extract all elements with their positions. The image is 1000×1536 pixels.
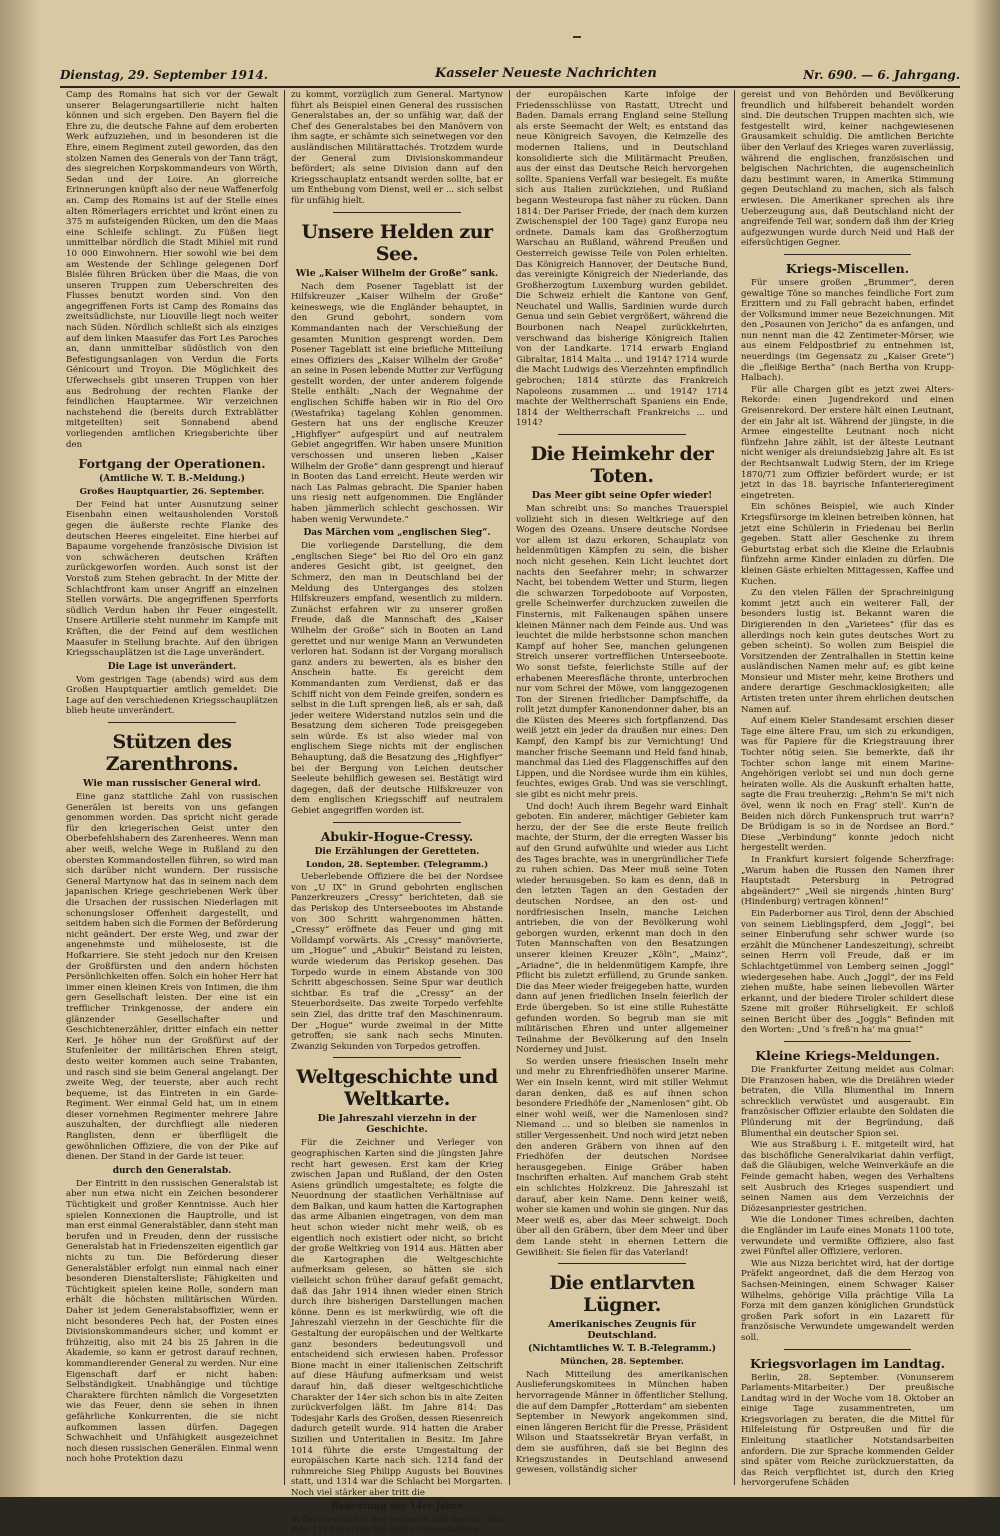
article-paragraph: Wie aus Nizza berichtet wird, hat der dortige Präfekt angeordnet, daß die dem Herzog von Sachsen-Meiningen, einem Schwager Kaiser Wilhelms, gehörige Villa prächtige Villa La Forza mit dem ganzen königlichen Grundstück großen Park sofort in ein Lazarett für französische Verwundete umgewandelt werden soll. [741, 1258, 954, 1343]
subhead-generalstab: durch den Generalstab. [112, 1165, 232, 1176]
article-paragraph: gereist und von Behörden und Bevölkerung freundlich und hilfsbereit behandelt worden sind. Die deutschen Truppen machten sich, wie festgestellt wird, keiner nachgewiesenen Grausamkeit schuldig. Die amtlichen Berichte über den Verlauf des Krieges waren zuverlässig, während die englischen, französischen und belgischen Nachrichten, die augenscheinlich dazu bestimmt waren, in Amerika Stimmung gegen Deutschland zu machen, sich als falsch erwiesen. Die Amerikaner sprechen als ihre Ueberzeugung aus, daß Deutschland nicht der angreifende Teil war, sondern daß ihm der Krieg aufgezwungen wurde durch Neid und Haß der eifersüchtigen Gegner. [741, 90, 954, 249]
page-edge-shadow [972, 0, 1000, 1497]
article-paragraph: Zu den vielen Fällen der Sprachreinigung kommt jetzt auch ein weiterer Fall, der besonders lustig ist. Bekannt waren die Dirigierenden in den „Varietees“ (für das es allerdings noch kein gutes deutsches Wort zu geben scheint). So wollen zum Beispiel die Vorsitzenden der Zentralhallen in Stettin keine ausländischen Namen mehr auf; es gibt keine Monsieur und Mister mehr, keine Brothers und andere derartige Geschmacklosigkeiten; alle Artisten treten unter ihrem ehrlichen deutschen Namen auf. [741, 588, 954, 715]
masthead-title: Kasseler Neueste Nachrichten [435, 66, 657, 81]
article-paragraph: Wie die Londoner Times schreiben, dachten die Engländer im Laufe eines Monats 1100 tote, verwundete und vermißte Offiziere, also fast zwei Fünftel aller Offiziere, verloren. [741, 1215, 954, 1258]
headline-operations: Fortgang der Operationen. [78, 456, 266, 472]
divider [558, 434, 685, 435]
article-paragraph: Auf einem Kieler Standesamt erschien dieser Tage eine ältere Frau, um sich zu erkundigen, was für Papiere für die Kriegstrauung ihrer Tochter nötig seien. Sie bemerkte, daß ihr Tochter schon lange mit einem Marine-Angehörigen verlobt sei und nun doch gerne heiraten wolle. Als die Auskunft erhalten hatte, sagte die Frau treuherzig: „Rehm'n Se mi't nich övel, wenn ik noch en Frag' stell'. Kun'n de Beiden nich dörch Funkenspruch trut warr'n? De Brüdigam is so in de Nordsee an Bord.“ Diese „Verbindung“ konnte jedoch nicht hergestellt werden. [741, 716, 954, 854]
article-paragraph: Für alle Chargen gibt es jetzt zwei Alters-Rekorde: einen Jugendrekord und einen Greisenrekord. Der erstere hält einen Leutnant, der ein Jahr alt ist. Während der jüngste, in die Armee eingestellte Leutnant noch nicht fünfzehn Jahre zählt, ist der älteste Leutnant nicht weniger als dreiundsiebzig Jahre alt. Es ist der Rechtsanwalt Ludwig Stern, der im Kriege 1870/71 zum Offizier befördert wurde; er ist jetzt in das 18. bayrische Infanterieregiment eingetreten. [741, 384, 954, 501]
divider [784, 1041, 912, 1042]
headline-luegner: Die entlarvten Lügner. [549, 1272, 695, 1317]
masthead-issue: Nr. 690. — 6. Jahrgang. [803, 68, 960, 82]
divider [333, 822, 460, 823]
subhead-telegramm: (Nichtamtliches W. T. B.-Telegramm.) [528, 1344, 716, 1355]
divider [333, 212, 460, 213]
headline-kleine-meldungen: Kleine Kriegs-Meldungen. [755, 1048, 940, 1064]
article-paragraph: Nach dem Posener Tageblatt ist der Hilfskreuzer „Kaiser Wilhelm der Große“ keineswegs, wie die Engländer behauptet, in den Grund gebohrt, sondern vom Kommandanten nach der Verschießung der gesamten Munition gesprengt worden. Dem Posener Tageblatt ist eine briefliche Mitteilung eines Offiziers des „Kaiser Wilhelm der Große“ an seine in Posen lebende Mutter zur Verfügung gestellt worden, der unter anderem folgende Stelle enthält: „Nach der Wegnahme der englischen Schiffe haben wir in Rio del Oro (Westafrika) tagelang Kohlen genommen. Gestern hat uns der englische Kreuzer „Highflyer“ aufgespürt und auf neutralem Gebiet angegriffen. Wir haben unsere Munition verschossen und unseren lieben „Kaiser Wilhelm der Große“ dann gesprengt und hierauf in Booten das Land erreicht. Heute werden wir nach Las Palmas gebracht. Die Spanier haben uns riesig nett aufgenommen. Die Engländer haben jämmerlich schlecht geschossen. Wir haben wenig Verwundete.“ [291, 281, 503, 525]
dateline: Großes Hauptquartier, 26. September. [79, 487, 265, 498]
dateline: London, 28. September. (Telegramm.) [305, 859, 489, 870]
article-paragraph: Man schreibt uns: So manches Trauerspiel vollzieht sich in diesen Weltkriege auf den Wogen des Ozeans. Unsere deutsche Nordsee vor allem ist dazu erkoren, Schauplatz von heldenmütigen Kämpfen zu sein, die bisher noch nicht gesehen. Kein Licht leuchtet dort nachts den Seefahrer mehr; in schwarzer Nacht, bei tobendem Wetter und Sturm, liegen die schwarzen Torpedoboote auf Vorposten, grelle Scheinwerfer durchzucken zuweilen die Finsternis, mit Falkenaugen spähen unsere kleinen Männer nach dem Feinde aus. Und was leuchtet die milde herbstsonne schon manchen Kampf auf hoher See, manchen gelungenen Streich unserer vortrefflichen Unterseeboote. Wo sonst tiefste, feierlichste Stille auf der erhabenen Meeresfläche thronte, unterbrochen nur vom Schrei der Möwe, vom langgezogenen Ton der Sirenen friedlicher Dampfschiffe, da rollt jetzt dumpfer Kanonendonner daher, bis an die Küsten des Meeres sich fortpflanzend. Das weiß jetzt ein jeder da draußen nur eines: Den Kampf, den Kampf bis zur Vernichtung! Und mancher frische Seemann und Held fand hinab, manchmal das Lied des Flaggenschiffes auf den Lippen, und die Nordsee wurde ihm ein kühles, feuchtes, ewiges Grab. Und was sie verschlingt, sie gibt es nicht mehr preis. [516, 504, 728, 801]
headline-heimkehr: Die Heimkehr der Toten. [530, 443, 714, 487]
divider [784, 1349, 912, 1350]
article-paragraph: Wie aus Straßburg i. E. mitgeteilt wird, hat das bischöfliche Generalvikariat dahin verfügt, daß die Gläubigen, welche Weinverkäufe an die Feinde gemacht haben, wegen des Verhaltens seit Ausbruch des Krieges suspendiert und seinen Namen aus dem Verzeichnis der Diözesanpriester gestrichen. [741, 1140, 954, 1214]
article-paragraph: Die Frankfurter Zeitung meldet aus Colmar: Die Franzosen haben, wie die Dreiähren wieder betraten, die Villa Blumenthal im Innern schrecklich verwüstet und ausgeraubt. Ein französischer Offizier erlaubte den Soldaten die Plünderung mit der Begründung, daß Blumenthal ein deutscher Spion sei. [741, 1065, 954, 1139]
subhead-erzaehlungen: Die Erzählungen der Geretteten. [314, 846, 480, 857]
article-paragraph: Ein Paderborner aus Tirol, denn der Abschied von seinem Lieblingspferd, dem „Joggl“, bei seiner Einberufung sehr schwer wurde (so erzählt die Münchener Landeszeitung), schreibt seinen Herrn voll Freude, daß er im Schlachtgetümmel von Lemberg seinen „Joggl“ wiedergesehen habe. Auch „Joggl“, der ins Feld ziehen mußte, habe seinen liebevollen Wärter erkannt, und der biedere Tiroler schildert diese Szene mit großer Rührseligkeit. Er schloß seinen Bericht über des „Joggls“ Befinden mit den Worten: „Und ’s freß’n ha’ ma gnua!“ [741, 908, 954, 1036]
subhead-general: Wie man russischer General wird. [82, 778, 262, 790]
subhead-amerikanisch: Amerikanisches Zeugnis für Deutschland. [548, 1319, 696, 1342]
article-paragraph: Ueberlebende Offiziere die bei der Nordsee von „U IX“ in Grund gebohrten englischen Panzerkreuzers „Cressy“ berichteten, daß sie das Periskop des Unterseebootes im Abstande von 300 Schritt wahrgenommen hätten. „Cressy“ eröffnete das Feuer und ging mit Volldampf vorwärts. Als „Cressy“ manövrierte, um „Hogue“ und „Abukir“ Beistand zu leisten, wurde wiederum das Periskop gesehen. Das Torpedo wurde in einem Abstande von 300 Schritt abgeschossen. Seine Spur war deutlich sichtbar. Es traf die „Cressy“ an der Steuerbordseite. Das zweite Torpedo verfehlte sein Ziel, das dritte traf den Maschinenraum. Der „Hogue“ wurde zweimal in der Mitte getroffen; sie sank nach sechs Minuten. Zwanzig Sekunden von Torpedos getroffen. [291, 872, 503, 1052]
divider [108, 722, 235, 723]
article-paragraph: Ein schönes Beispiel, wie auch Kinder Kriegsfürsorge im kleinen betreiben können, hat jetzt eine Schülerin in Friedenau bei Berlin gegeben. Statt aller Geschenke zu ihrem Geburtstag erbat sich die Kleine die Erlaubnis fünfzehn arme Kinder einladen zu dürfen. Die kleinen Gäste erhielten Mittagessen, Kaffee und Kuchen. [741, 502, 954, 587]
headline-miscellen: Kriegs-Miscellen. [785, 260, 910, 276]
column-3 [510, 90, 735, 1485]
article-paragraph: Camp des Romains hat sich vor der Gewalt unserer Belagerungsartillerie nicht halten können und sich ergeben. Den Bayern fiel die Ehre zu, die deutsche Fahne auf dem eroberten Werk aufzuziehen, und in besonderen ist die Ehre, einem Regiment zuteil geworden, das den stolzen Namen des Generals von der Tann trägt, des siegreichen Korpskommandeurs von Wörth, Sedan und der Loire. An glorreiche Erinnerungen knüpft also der neue Waffenerfolg an. Camp des Romains ist auf der Stelle eines alten Römerlagers errichtet und krönt einen zu 375 m aufsteigenden Rücken, um den die Maas eine Schleife schlingt. Zu Füßen liegt unmittelbar nördlich die Stadt Mihiel mit rund 10 000 Einwohnern. Hier sowohl wie bei dem am Westende der Schlinge gelegenen Dorf Bislée führen Brücken über die Maas, die von unseren Truppen zum Ueberschreiten des Flusses benutzt worden sind. Von den angegriffenen Forts ist Camp des Romains das zweitsüdlichste, nur Liouville liegt noch weiter nach Süden. Nördlich schließt sich als einziges auf dem linken Maasufer das Fort Les Paroches an, dann unmittelbar südöstlich von den Befestigungsanlagen von Verdun die Forts Génicourt und Troyon. Die Möglichkeit des Uferwechsels gibt unseren Truppen von hier aus Bedrohung der rechten Flanke der feindlichen Hauptarmee. Wir verzeichnen nachstehend die (bereits durch Extrablätter mitgeteilten) seit Sonnabend abend vorliegenden amtlichen Kriegsberichte über den [66, 90, 278, 450]
article-paragraph: Der Eintritt in den russischen Generalstab ist aber nun etwa nicht ein Zeichen besonderer Tüchtigkeit und großer Kenntnisse. Auch hier spielen Konnexionen die Hauptrolle, und ist man erst einmal Generalstäbler, dann steht man berufen und in Freuden, denn der russische Generalstab hat in Friedenszeiten eigentlich gar nichts zu tun. Die Beförderung dieser Generalstäbler erfolgt nun einmal nach einer besonderen Dienstaltersliste; Fähigkeiten und Tüchtigkeit spielen keine Rolle, sondern man erhält die höchsten militärischen Würden. Daher ist jedem Generalstabsoffizier, wenn er nicht besonderes Pech hat, der Posten eines Divisionskommandeurs sicher, und kommt er frühzeitig, also mit 24 bis 25 Jahren in die Akademie, so kann er getrost darauf rechnen, kommandierender General zu werden. Nur eine Eigenschaft darf er nicht haben: Selbständigkeit. Unabhängige und tüchtige Charaktere fürchten nämlich die Vorgesetzten wie das Feuer, denn sie sehen in ihnen gefährliche Konkurrenten, die sie nicht aufkommen lassen dürfen. Dagegen Schwachheit und Unfähigkeit ausgezeichnet noch diesen russischen Generälen. Einmal wenn noch hohe Protektion dazu [66, 1178, 278, 1465]
divider [784, 254, 912, 255]
article-paragraph: Vom gestrigen Tage (abends) wird aus dem Großen Hauptquartier amtlich gemeldet: Die Lage auf den verschiedenen Kriegsschauplätzen blieb heute unverändert. [66, 674, 278, 717]
subhead-official: (Amtliche W. T. B.-Meldung.) [98, 474, 246, 485]
dateline: München, 28. September. [560, 1357, 684, 1368]
headline-weltgeschichte: Weltgeschichte und Weltkarte. [296, 1066, 498, 1111]
article-columns [60, 90, 960, 1536]
article-paragraph: Nach Mitteilung des amerikanischen Auslieferungskomitees in München haben hervorragende Männer in öffentlicher Stellung, die auf dem Dampfer „Rotterdam“ am siebenten September in Newyork angekommen sind, einen längeren Bericht für die Presse, Präsident Wilson und Staatssekretär Bryan verfaßt, in dem sie ausführen, daß sie bei Beginn des Kriegszustandes in Deutschland anwesend gewesen, vollständig sicher [516, 1369, 728, 1476]
subhead-bedeutung: Bedeutung der 14er Jahre [331, 1501, 463, 1512]
subhead-jahreszahl: Die Jahreszahl vierzehn in der Geschichte. [317, 1113, 477, 1136]
headline-zarenthron: Stützen des Zarenthrons. [105, 731, 239, 776]
article-paragraph: in der Geschichte der neuesten Zeit hervor. Das Jahr 1714 brachte die große Umgestaltung [291, 1514, 503, 1536]
article-paragraph: Und doch! Auch ihrem Begehr ward Einhalt geboten. Ein anderer, mächtiger Gebieter kam herzu, der der See die erste Beute freilich machte, der Sturm, der die erregten Wasser bis auf den Grund aufwühlte und wieder aus Licht des Tages brachte, was in unergründlicher Tiefe zu ruhen schien. Das Meer muß seine Toten wieder herausgeben. So kam es denn, daß in den letzten Tagen an den Gestaden der deutschen Nordsee, an den ost- und nordfriesischen Inseln, manche Leichen antrieben, die von der Bevölkerung wohl geborgen wurden, erkennt man doch in den Toten Mannschaften von den Besatzungen unserer kleinen Kreuzer „Köln“, „Mainz“, „Ariadne“, die in heldenmütigem Kampfe, ihre Pflicht bis zuletzt erfüllend, zu Grunde sanken. Die das Meer wieder freigegeben hatte, wurden dann auf jenen friedlichen Inseln feierlich der Erde übergeben. So ist eine stille Ruhestätte gefunden worden. So begrub man sie mit militärischen Ehren und unter allgemeiner Teilnahme der Bevölkerung auf den Inseln Norderney und Juist. [516, 801, 728, 1056]
article-paragraph: Die vorliegende Darstellung, die dem „englischen Siege“ bei Rio del Oro ein ganz anderes Gesicht gibt, ist geeignet, den Schmerz, den man in Deutschland bei der Meldung des Unterganges des stolzen Hilfskreuzers empfand, wesentlich zu mildern. Zunächst erfahren wir zu unserer großen Freude, daß die Mannschaft des „Kaiser Wilhelm der Große“ sich in Booten an Land gerettet und nur wenige Mann an Verwundeten verloren hat. Sodann ist der Vorgang moralisch ganz anders zu bewerten, als es bisher den Anschein hatte. Es gereicht dem Kommandanten zum Verdienst, daß er das Schiff nicht von dem Feinde greifen, sondern es selbst in die Luft sprengen ließ, als er sah, daß jeder weitere Widerstand nutzlos sein und die Besatzung dem sicheren Tode preisgegeben sein würde. Es ist also wieder mal von englischem Siege nichts mit der englischen Behauptung, daß die Besatzung des „Highflyer“ bei der Bergung von Leichen deutscher Seeleute behilflich gewesen sei. Bestätigt wird dagegen, daß der deutsche Hilfskreuzer von dem englischen Kriegsschiff auf neutralem Gebiet angegriffen worden ist. [291, 541, 503, 817]
headline-kriegsvorlagen: Kriegsvorlagen im Landtag. [749, 1355, 946, 1371]
subhead-maerchen: Das Märchen vom „englischen Sieg“. [303, 528, 491, 539]
divider [333, 1057, 460, 1058]
subhead-meer: Das Meer gibt seine Opfer wieder! [531, 490, 713, 501]
print-mark [573, 36, 581, 38]
article-paragraph: Eine ganz stattliche Zahl von russischen Generälen ist bereits von uns gefangen genommen worden. Das spricht nicht gerade für den kriegerischen Geist unter den Oberbefehlshabern des Zarenheeres. Wenn man aber weiß, welche Wege in Rußland zu den obersten Kommandostellen führen, so wird man sich darüber nicht wundern. Der russische General Martynow hat das in seinem nach dem japanischen Kriege geschriebenen Werk über die Ursachen der russischen Niederlagen mit schonungsloser Offenheit dargestellt, und seitdem haben sich die Formen der Beförderung nicht geändert. Der erste Weg, und zwar der angenehmste und müheloseste, ist die Hofkarriere. Sie steht jedoch nur den Kreisen der Großfürsten und den andern höchsten Persönlichkeiten offen. Solch ein hoher Herr hat immer einen kleinen Kreis von Intimen, die ihm gern Gesellschaft leisten. Der eine ist ein trefflicher Trinkgenosse, der andere ein glänzender Gesellschafter und Geschichtenerzähler, dritter einfach ein netter Kerl. Je höher nun der Großfürst auf der Stufenleiter der militärischen Ehren steigt, desto weiter kommen auch seine Trabanten, und rasch sind sie beim General angelangt. Der zweite Weg, der teuerste, aber auch recht bequeme, ist das Eintreten in ein Garde-Regiment. Wer einmal Geld hat, um in einem dieser vornehmen Regimenter mehrere Jahre auszuhalten, der durchfliegt alle niederen Ranglisten, denn er überflügelt die gewöhnlichen Offiziere, die von der Pike auf dienen. Der Stand in der Garde ist teuer. [66, 792, 278, 1163]
column-1 [60, 90, 285, 1485]
headline-helden-see: Unsere Helden zur See. [301, 220, 493, 265]
column-2 [285, 90, 510, 1536]
headline-situation: Die Lage ist unverändert. [107, 661, 237, 672]
article-paragraph: zu kommt, vorzüglich zum General. Martynow führt als Beispiel einen General des russischen Generalstabes an, der so unfähig war, daß der Chef des Generalstabes bei den Manövern von ihm sagte, er schämte sich seinetwegen vor den ausländischen Militärattachés. Trotzdem wurde der General zum Divisionskommandeur befördert; als seine Division dann auf den Kriegsschauplatz entsandt werden sollte, bat er um Enthebung vom Dienst, weil er ... sich selbst für unfähig hielt. [291, 90, 503, 206]
article-paragraph: So werden unsere friesischen Inseln mehr und mehr zu Ehrenfriedhöfen unserer Marine. Wer ein Inseln kennt, wird mit stiller Wehmut daran denken, daß es auf ihnen schon besondere Friedhöfe der „Namenlosen“ gibt. Ob einer wohl weiß, wer die Namenlosen sind? Niemand ... und so bleiben sie namenlos in stiller Vergessenheit. Und noch wird jetzt neben den anderen Gräbern von ihnen auf den Friedhöfen der deutschen Nordsee herausgegeben. Einige Gräber haben Inschriften erhalten. Auf manchem Grab steht ein schlichtes Holzkreuz. Die Jahreszahl ist darauf, aber kein Name. Denn keiner weiß, woher sie kamen und wohin sie gingen. Nur das Meer weiß es, aber das Meer schweigt. Doch über all den Gräbern, über dem Meer und über dem Lande steht in ehernen Lettern die Gewißheit: Sie fielen für das Vaterland! [516, 1056, 728, 1258]
headline-abukir: Abukir-Hogue-Cressy. [320, 828, 474, 844]
article-paragraph: Für die Zeichner und Verleger von geographischen Karten sind die jüngsten Jahre recht hart gewesen. Erst kam der Krieg zwischen Japan und Rußland, der den Osten Asiens gründlich umgestaltete; es folgte die Neuordnung der staatlichen Verhältnisse auf dem Balkan, und kaum hatten die Kartographen das arme Albanien eingetragen, von dem man heut schon wieder nicht mehr weiß, ob es eigentlich noch existiert oder nicht, so bricht der große Weltkrieg von 1914 aus. Hätten aber die Kartographen die Weltgeschichte aufmerksam gelesen, so hätten sie sich vielleicht schon früher darauf gefaßt gemacht, daß das Jahr 1914 ihnen wieder einen Strich durch ihre bisherigen Darstellungen machen könne. Denn es ist merkwürdig, wie oft die Jahreszahl vierzehn in der Geschichte für die Gestaltung der europäischen und der Weltkarte ganz besonders bedeutungsvoll und entscheidend sich erwiesen haben. Professor Bione macht in einer italienischen Zeitschrift auf diese Häufung aufmerksam und weist darauf hin, daß dieser weltgeschichtliche Charakter der 14er sich schon bis in alte Zeiten zurückverfolgen läßt. Im Jahre 814: Das Todesjahr Karls des Großen, dessen Riesenreich dadurch geteilt wurde. 914 hatten die Araber Sizilien und Unteritalien in Besitz. Im Jahre 1014 führte die erste Umgestaltung der europäischen Karte nach sich. 1214 fand der ruhmreiche Sieg Philipp Augusts bei Bouvines statt, und 1314 war die Schlacht bei Morgarten. Noch viel stärker aber tritt die [291, 1138, 503, 1498]
article-paragraph: der europäischen Karte infolge der Friedensschlüsse von Rastatt, Utrecht und Baden. Damals errang England seine Stellung als erste Seemacht der Welt; es entstand das neue Königreich Savoyen, die Keimzelle des modernen Italiens, und in Deutschland konsolidierte sich die Militärmacht Preußen, aus der einst das Deutsche Reich hervorgehen sollte. Spaniens Verfall war besiegelt. Es mußte sich aus Italien zurückziehen, und Rußland begann Westeuropa fast näher zu rücken. Dann 1814: Der Pariser Friede, der (nach dem kurzen Zwischenspiel der 100 Tage) ganz Europa neu ordnete. Damals kam das Großherzogtum Warschau an Rußland, während Preußen und Oesterreich gewisse Teile von Polen erhielten. Das Königreich Hannover, der Deutsche Bund, das vereinigte Königreich der Niederlande, das Großherzogtum Luxemburg wurden gebildet. Die Schweiz erhielt die Kantone von Genf, Neuchatel und Wallis, Sardinien wurde durch Genua und sein Gebiet vergrößert, während die Bourbonen nach Neapel zurückkehrten, verschwand das bisherige Königreich Italien von der Landkarte. 1714 erwarb England Gibraltar, 1814 Malta ... und 1914? 1714 wurde die Macht Ludwigs des Vierzehnten empfindlich gebrochen; 1814 stürzte das Frankreich Napoleons zusammen ... und 1914? 1714 machte der Weltherrschaft Spaniens ein Ende, 1814 der Weltherrschaft Frankreichs ... und 1914? [516, 90, 728, 429]
article-paragraph: In Frankfurt kursiert folgende Scherzfrage: „Warum haben die Russen den Namen ihrer Hauptstadt Petersburg in Petrograd abgeändert?“ „Weil sie nirgends ‚hinten Burg‘ (Hindenburg) vertragen können!“ [741, 854, 954, 908]
subhead-kaiser-wilhelm: Wie „Kaiser Wilhelm der Große“ sank. [295, 267, 499, 279]
article-paragraph: Für unsere großen „Brummer“, deren gewaltige Töne so manches feindliche Fort zum Erzittern und zu Fall gebracht haben, erfindet der Volksmund immer neue Bezeichnungen. Mit den „Posaunen von Jericho“ da es anfangen, und nun nennt man die 42 Zentimeter-Mörser, wie aus einem Feldpostbrief zu entnehmen ist, neuerdings (im Gegensatz zu „Kaiser Grete“) die „fleißige Bertha“ (nach Bertha von Krupp-Halbach). [741, 277, 954, 384]
article-paragraph: Berlin, 28. September. (Vonunserem Parlaments-Mitarbeiter.) Der preußische Landtag wird in der Woche vom 18. Oktober an einige Tage zusammentreten, um Kriegsvorlagen zu beraten, die die Mittel für Hilfeleistung für Ostpreußen und für die Einleitung staatlicher Notstandsarbeiten anfordern. Die zur Sprache kommenden Gelder sind später vom Reiche zurückzuerstatten, da das Reich verpflichtet ist, durch den Krieg hervorgerufene Schäden [741, 1372, 954, 1489]
article-paragraph: Der Feind hat unter Ausnutzung seiner Eisenbahn einen weitausholenden Vorstoß gegen die äußerste rechte Flanke des deutschen Heeres eingeleitet. Eine hierbei auf Bapaume vorgehende französische Division ist von schwächeren deutschen Kräften zurückgeworfen worden. Auch sonst ist der Vorstoß zum Stehen gebracht. In der Mitte der Schlachtfront kam unser Angriff an einzelnen Stellen vorwärts. Die angegriffenen Sperrforts südlich Verdun haben ihr Feuer eingestellt. Unsere Artillerie steht nunmehr im Kampfe mit Kräften, die der Feind auf dem westlichen Maasufer in Stellung brachte. Auf den übrigen Kriegsschauplätzen ist die Lage unverändert. [66, 499, 278, 659]
page-fold-shadow [0, 0, 40, 1497]
masthead [60, 64, 960, 88]
column-4 [735, 90, 960, 1489]
masthead-date: Dienstag, 29. September 1914. [60, 68, 268, 82]
divider [558, 1263, 685, 1264]
